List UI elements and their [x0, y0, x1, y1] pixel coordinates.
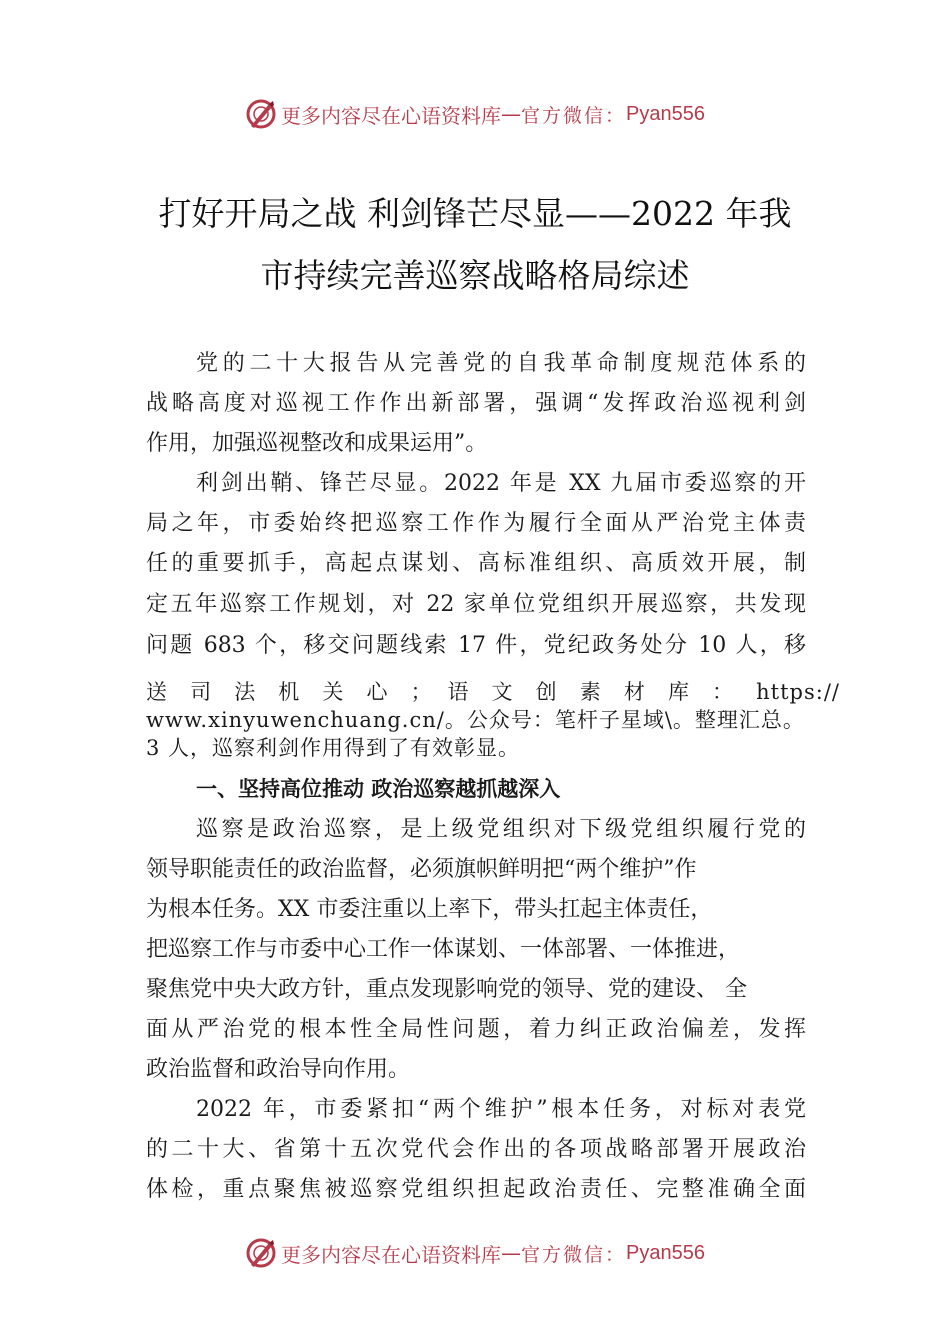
body-line: 任的重要抓手，高起点谋划、高标准组织、高质效开展，制	[146, 551, 806, 576]
body-line: 党的二十大报告从完善党的自我革命制度规范体系的	[196, 351, 806, 376]
body-line: 战略高度对巡视工作作出新部署，强调“发挥政治巡视利剑	[146, 391, 806, 416]
banner-text: 更多内容尽在心语资料库	[281, 1242, 501, 1267]
pen-circle-logo-icon	[245, 98, 277, 130]
body-line: 3 人，巡察利剑作用得到了有效彰显。	[146, 736, 521, 760]
banner-wechat-id: Pyan556	[626, 102, 705, 125]
body-line: 2022 年，市委紧扣“两个维护”根本任务，对标对表党	[196, 1097, 806, 1122]
banner-wechat-label: 官方微信：	[521, 1243, 627, 1266]
footer-banner	[0, 1233, 950, 1273]
document-title-line-1: 打好开局之战 利剑锋芒尽显——2022 年我	[158, 194, 792, 233]
body-line: 体检，重点聚焦被巡察党组织担起政治责任、完整准确全面	[146, 1177, 806, 1202]
pen-circle-logo-icon	[245, 1237, 277, 1269]
body-line: 巡察是政治巡察，是上级党组织对下级党组织履行党的	[196, 817, 806, 842]
body-line: 为根本任务。XX 市委注重以上率下，带头扛起主体责任，	[146, 897, 713, 922]
header-banner	[0, 94, 950, 134]
body-line: 的二十大、省第十五次党代会作出的各项战略部署开展政治	[146, 1137, 806, 1162]
body-line: 领导职能责任的政治监督，必须旗帜鲜明把“两个维护”作	[146, 857, 697, 882]
banner-separator: —	[501, 102, 521, 126]
body-line: 定五年巡察工作规划，对 22 家单位党组织开展巡察，共发现	[146, 592, 806, 617]
body-line: 聚焦党中央大政方针，重点发现影响党的领导、党的建设、 全	[146, 977, 747, 1002]
banner-text: 更多内容尽在心语资料库	[281, 103, 501, 128]
body-line: 问题 683 个，移交问题线索 17 件，党纪政务处分 10 人，移	[146, 633, 806, 658]
body-line: 局之年，市委始终把巡察工作作为履行全面从严治党主体责	[146, 511, 806, 536]
banner-separator: —	[501, 1241, 521, 1265]
banner-wechat-label: 官方微信：	[521, 104, 627, 127]
source-note-line: 送 司 法 机 关 心 ； 语 文 创 素 材 库 ： https://	[146, 680, 840, 704]
body-line: 作用，加强巡视整改和成果运用”。	[146, 431, 488, 456]
source-note-line: www.xinyuwenchuang.cn/。公众号：笔杆子星域\。整理汇总。	[146, 708, 805, 732]
banner-wechat-id: Pyan556	[626, 1241, 705, 1264]
body-line: 把巡察工作与市委中心工作一体谋划、一体部署、一体推进，	[146, 937, 741, 962]
body-line: 政治监督和政治导向作用。	[146, 1057, 411, 1082]
document-title-line-2: 市持续完善巡察战略格局综述	[260, 256, 690, 295]
section-heading: 一、坚持高位推动 政治巡察越抓越深入	[196, 777, 561, 801]
body-line: 面从严治党的根本性全局性问题，着力纠正政治偏差，发挥	[146, 1017, 806, 1042]
body-line: 利剑出鞘、锋芒尽显。2022 年是 XX 九届市委巡察的开	[196, 471, 806, 496]
